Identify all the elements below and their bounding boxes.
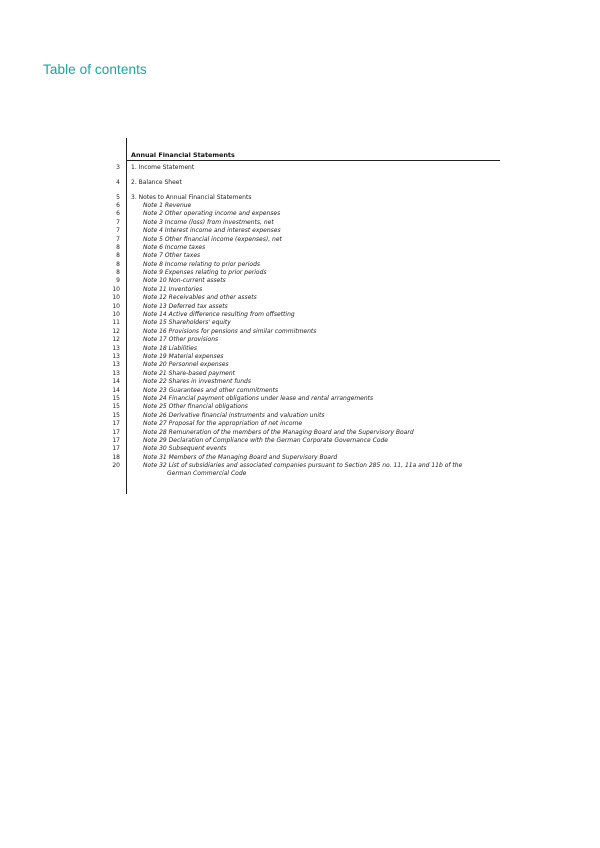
toc-page-number: 7 xyxy=(116,227,120,235)
toc-page-number: 15 xyxy=(112,403,120,411)
toc-page-number: 17 xyxy=(112,445,120,453)
toc-label: Note 3 Income (loss) from investments, net xyxy=(143,218,274,226)
toc-label: Note 29 Declaration of Compliance with the German Corporate Governance Code xyxy=(143,436,388,444)
toc-label: 2. Balance Sheet xyxy=(131,178,182,186)
toc-label: Note 5 Other financial income (expenses), net xyxy=(143,235,282,243)
toc-page-number: 8 xyxy=(116,269,120,277)
toc-entry[interactable] xyxy=(0,395,600,403)
toc-page-number: 14 xyxy=(112,386,120,394)
toc-label: Note 21 Share-based payment xyxy=(143,369,236,377)
toc-entry[interactable] xyxy=(0,179,600,187)
toc-page-number: 13 xyxy=(112,352,120,360)
toc-label: Note 28 Remuneration of the members of the Managing Board and the Supervisory Board xyxy=(143,428,414,436)
toc-page-number: 8 xyxy=(116,243,120,251)
page-title: Table of contents xyxy=(43,62,147,77)
toc-entry[interactable] xyxy=(0,412,600,420)
toc-label: 3. Notes to Annual Financial Statements xyxy=(131,193,252,201)
toc-entry[interactable] xyxy=(0,277,600,285)
toc-entry[interactable] xyxy=(0,361,600,369)
toc-label: Note 4 Interest income and interest expenses xyxy=(143,227,281,235)
toc-entry[interactable] xyxy=(0,311,600,319)
toc-page-number: 15 xyxy=(112,394,120,402)
toc-entry[interactable] xyxy=(0,336,600,344)
toc-label: Note 14 Active difference resulting from offsetting xyxy=(143,311,295,319)
toc-page-number: 10 xyxy=(112,302,120,310)
toc-label: Note 15 Shareholders' equity xyxy=(143,319,231,327)
toc-entry[interactable] xyxy=(0,370,600,378)
toc-entry[interactable] xyxy=(0,462,600,479)
toc-page-number: 5 xyxy=(116,193,120,201)
toc-entry[interactable] xyxy=(0,303,600,311)
toc-entry[interactable] xyxy=(0,454,600,462)
toc-entry[interactable] xyxy=(0,219,600,227)
toc-label: Note 12 Receivables and other assets xyxy=(143,294,257,302)
toc-page-number: 8 xyxy=(116,260,120,268)
toc-label-continuation: German Commercial Code xyxy=(167,470,247,478)
toc-entry[interactable] xyxy=(0,429,600,437)
toc-entry[interactable] xyxy=(0,353,600,361)
toc-label: Note 10 Non-current assets xyxy=(143,277,226,285)
toc-page-number: 14 xyxy=(112,378,120,386)
toc-label: Note 7 Other taxes xyxy=(143,252,201,260)
toc-page-number: 7 xyxy=(116,218,120,226)
toc-page-number: 10 xyxy=(112,285,120,293)
toc-page-number: 11 xyxy=(112,319,120,327)
toc-page-number: 13 xyxy=(112,369,120,377)
toc-entry[interactable] xyxy=(0,164,600,172)
toc-entry[interactable] xyxy=(0,319,600,327)
toc-page-number: 6 xyxy=(116,210,120,218)
section-heading: Annual Financial Statements xyxy=(131,151,235,159)
toc-entry[interactable] xyxy=(0,194,600,202)
toc-label: Note 8 Income relating to prior periods xyxy=(143,260,261,268)
toc-entry[interactable] xyxy=(0,294,600,302)
toc-label: Note 13 Deferred tax assets xyxy=(143,302,228,310)
toc-entry[interactable] xyxy=(0,420,600,428)
toc-page-number: 7 xyxy=(116,235,120,243)
toc-label: Note 19 Material expenses xyxy=(143,352,224,360)
toc-page-number: 18 xyxy=(112,453,120,461)
toc-page-number: 20 xyxy=(112,462,120,470)
toc-label: Note 1 Revenue xyxy=(143,201,192,209)
toc-page-number: 10 xyxy=(112,311,120,319)
toc-label: Note 2 Other operating income and expenses xyxy=(143,210,281,218)
toc-label: Note 17 Other provisions xyxy=(143,336,219,344)
toc-entry[interactable] xyxy=(0,403,600,411)
toc-entry[interactable] xyxy=(0,445,600,453)
toc-entry[interactable] xyxy=(0,252,600,260)
toc-entry[interactable] xyxy=(0,437,600,445)
toc-label: Note 25 Other financial obligations xyxy=(143,403,248,411)
toc-entry[interactable] xyxy=(0,269,600,277)
toc-page-number: 12 xyxy=(112,336,120,344)
toc-entry[interactable] xyxy=(0,286,600,294)
toc-entry[interactable] xyxy=(0,328,600,336)
toc-entry[interactable] xyxy=(0,378,600,386)
toc-label: Note 23 Guarantees and other commitments xyxy=(143,386,279,394)
toc-label: Note 30 Subsequent events xyxy=(143,445,227,453)
toc-page-number: 17 xyxy=(112,420,120,428)
toc-label-line: Note 32 List of subsidiaries and associated companies pursuant to Section 285 no. 11, 11a and 11b of the xyxy=(143,462,463,470)
toc-label: Note 6 Income taxes xyxy=(143,243,206,251)
toc-page-number: 15 xyxy=(112,411,120,419)
toc-list xyxy=(0,164,600,479)
toc-label: Note 18 Liabilities xyxy=(143,344,197,352)
toc-page-number: 10 xyxy=(112,294,120,302)
toc-label: 1. Income Statement xyxy=(131,164,195,171)
toc-page-number: 13 xyxy=(112,361,120,369)
toc-label: Note 27 Proposal for the appropriation of net income xyxy=(143,420,303,428)
toc-page-number: 8 xyxy=(116,252,120,260)
toc-page-number: 17 xyxy=(112,428,120,436)
toc-entry[interactable] xyxy=(0,345,600,353)
toc-entry[interactable] xyxy=(0,387,600,395)
toc-label xyxy=(143,462,483,479)
toc-page-number: 17 xyxy=(112,436,120,444)
toc-entry[interactable] xyxy=(0,210,600,218)
toc-label: Note 31 Members of the Managing Board and Supervisory Board xyxy=(143,453,338,461)
toc-label: Note 20 Personnel expenses xyxy=(143,361,229,369)
toc-label: Note 16 Provisions for pensions and similar commitments xyxy=(143,327,317,335)
toc-label: Note 22 Shares in investment funds xyxy=(143,378,251,386)
toc-entry[interactable] xyxy=(0,202,600,210)
toc-label: Note 26 Derivative financial instruments and valuation units xyxy=(143,411,325,419)
toc-entry[interactable] xyxy=(0,236,600,244)
toc-label: Note 9 Expenses relating to prior periods xyxy=(143,269,267,277)
toc-label: Note 24 Financial payment obligations under lease and rental arrangements xyxy=(143,394,374,402)
toc-page-number: 4 xyxy=(116,178,120,186)
toc-entry[interactable] xyxy=(0,261,600,269)
toc-entry[interactable] xyxy=(0,227,600,235)
toc-page-number: 13 xyxy=(112,344,120,352)
toc-page-number: 12 xyxy=(112,327,120,335)
toc-entry[interactable] xyxy=(0,244,600,252)
toc-page-number: 6 xyxy=(116,201,120,209)
toc-page-number: 3 xyxy=(116,164,120,171)
toc-label: Note 11 Inventories xyxy=(143,285,203,293)
section-rule xyxy=(126,160,500,161)
toc-page-number: 9 xyxy=(116,277,120,285)
